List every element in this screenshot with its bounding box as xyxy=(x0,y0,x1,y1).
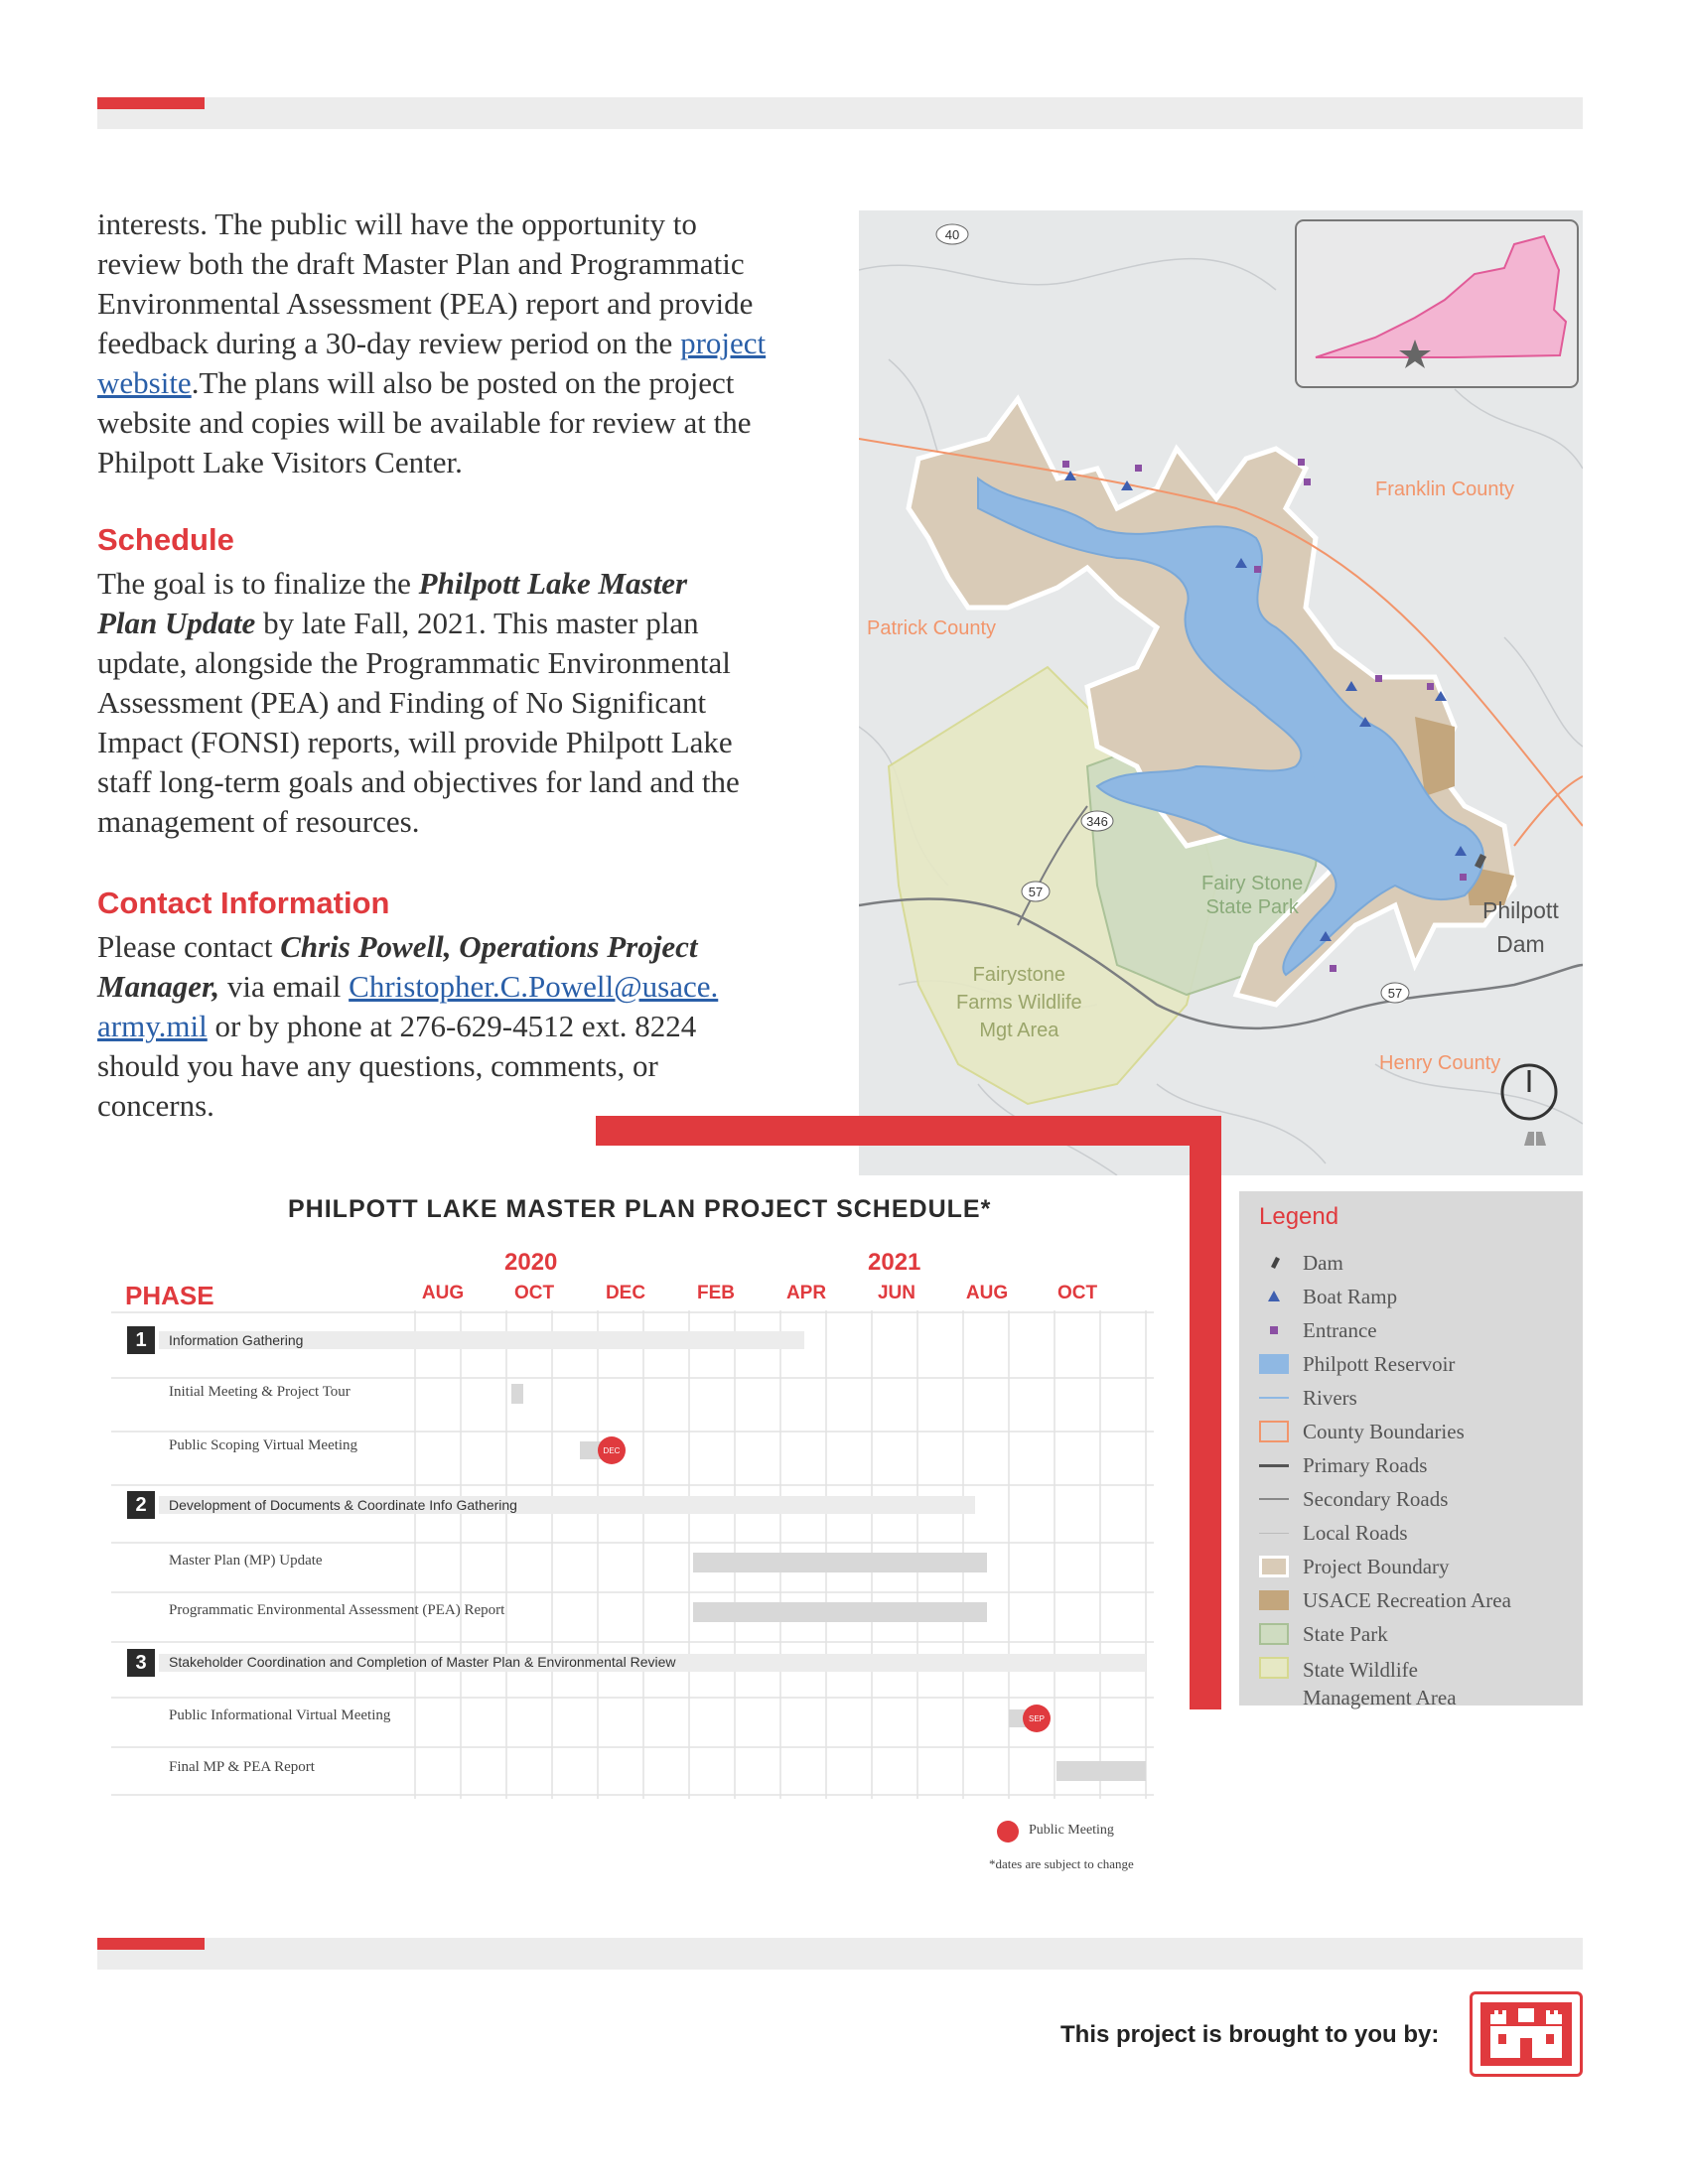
intro-line: Philpott Lake Visitors Center. xyxy=(97,445,463,479)
legend-label: State Park xyxy=(1303,1622,1388,1646)
intro-text: .The plans will also be posted on the project xyxy=(191,365,735,400)
secondary-road-swatch xyxy=(1259,1487,1289,1511)
intro-line: interests. The public will have the opportunity to xyxy=(97,206,697,241)
project-boundary-swatch xyxy=(1259,1555,1289,1578)
contact-heading: Contact Information xyxy=(97,886,390,920)
intro-line: Environmental Assessment (PEA) report and provide xyxy=(97,286,754,321)
reservoir-swatch xyxy=(1259,1352,1289,1376)
entrance-marker xyxy=(1460,874,1467,881)
contact-line xyxy=(97,967,832,1007)
dam-label-line: Dam xyxy=(1496,931,1545,957)
plan-name-emphasis-cont: Plan Update xyxy=(97,606,256,640)
fairy-stone-label-line: Fairy Stone xyxy=(1201,873,1304,894)
farms-label-line: Farms Wildlife xyxy=(956,992,1082,1014)
month-label: FEB xyxy=(697,1283,735,1303)
legend-item-boat-ramp xyxy=(1259,1285,1397,1312)
month-label: OCT xyxy=(513,1283,555,1303)
route-40-label: 40 xyxy=(944,227,960,242)
route-346-label: 346 xyxy=(1086,814,1108,829)
intro-text: feedback during a 30-day review period on the xyxy=(97,326,681,360)
contact-name: Chris Powell, Operations Project xyxy=(280,929,698,964)
henry-county-label: Henry County xyxy=(1379,1052,1501,1074)
contact-line xyxy=(97,1007,832,1046)
year-2020-label: 2020 xyxy=(504,1249,558,1276)
route-57-label: 57 xyxy=(1387,986,1403,1001)
task-bar-initial-meeting xyxy=(511,1384,523,1404)
usace-castle-logo xyxy=(1470,1991,1583,2077)
task-label: Master Plan (MP) Update xyxy=(169,1553,323,1569)
dates-note: *dates are subject to change xyxy=(989,1856,1134,1871)
month-label: JUN xyxy=(877,1283,915,1303)
legend-label: Management Area xyxy=(1303,1686,1457,1709)
phase-header: PHASE xyxy=(125,1281,214,1310)
legend-item-entrance xyxy=(1259,1318,1377,1346)
plan-name-emphasis: Philpott Lake Master xyxy=(418,566,688,601)
schedule-paragraph xyxy=(97,564,832,842)
primary-road-swatch xyxy=(1259,1453,1289,1477)
philpott-lake-map xyxy=(859,210,1583,1175)
county-swatch xyxy=(1259,1420,1289,1443)
phase-1-label: Information Gathering xyxy=(169,1332,304,1348)
schedule-line: staff long-term goals and objectives for land and the xyxy=(97,764,740,799)
schedule-text: by late Fall, 2021. This master plan xyxy=(255,606,699,640)
phase-3-number: 3 xyxy=(127,1649,155,1677)
schedule-frame-top xyxy=(596,1116,1221,1146)
public-meeting-legend-dot xyxy=(997,1821,1019,1843)
month-label: AUG xyxy=(965,1283,1009,1303)
legend-item-project-boundary xyxy=(1259,1555,1450,1582)
entrance-marker xyxy=(1135,465,1142,472)
task-bar-final-report xyxy=(1056,1761,1146,1781)
month-label: OCT xyxy=(1056,1283,1098,1303)
legend-label: Secondary Roads xyxy=(1303,1487,1449,1511)
task-label: Programmatic Environmental Assessment (PEA) Report xyxy=(169,1602,505,1618)
contact-title: Manager, xyxy=(97,969,220,1004)
intro-paragraph xyxy=(97,205,832,482)
intro-line xyxy=(97,363,832,403)
schedule-line: Assessment (PEA) and Finding of No Significant xyxy=(97,685,707,720)
local-road-swatch xyxy=(1259,1521,1289,1545)
public-meeting-marker: DEC xyxy=(598,1436,626,1464)
schedule-line: Impact (FONSI) reports, will provide Philpott Lake xyxy=(97,725,733,759)
entrance-icon xyxy=(1259,1318,1289,1342)
philpott-dam-label xyxy=(1482,893,1559,961)
legend-label: Local Roads xyxy=(1303,1521,1408,1545)
farms-label-line: Mgt Area xyxy=(979,1020,1059,1041)
month-label: DEC xyxy=(605,1283,646,1303)
top-divider-accent xyxy=(97,97,205,109)
entrance-marker xyxy=(1304,478,1311,485)
contact-line: should you have any questions, comments, or xyxy=(97,1048,658,1083)
franklin-county-label: Franklin County xyxy=(1375,478,1515,500)
legend-item-rivers xyxy=(1259,1386,1357,1414)
legend-label: Dam xyxy=(1303,1251,1343,1275)
public-meeting-marker: SEP xyxy=(1023,1705,1051,1732)
legend-item-county xyxy=(1259,1420,1465,1447)
boat-ramp-icon xyxy=(1259,1285,1289,1308)
legend-label: County Boundaries xyxy=(1303,1420,1465,1443)
phase-2-label: Development of Documents & Coordinate Info Gathering xyxy=(169,1497,517,1513)
patrick-county-label: Patrick County xyxy=(867,617,997,639)
project-website-link[interactable]: project xyxy=(680,326,767,360)
legend-item-state-park xyxy=(1259,1622,1388,1650)
bottom-divider-bar xyxy=(97,1938,1583,1970)
task-label: Initial Meeting & Project Tour xyxy=(169,1384,351,1400)
fairy-stone-label xyxy=(1201,872,1303,919)
legend-label: Rivers xyxy=(1303,1386,1357,1410)
contact-text: via email xyxy=(219,969,350,1004)
legend-label: Project Boundary xyxy=(1303,1555,1450,1578)
farms-label-line: Fairystone xyxy=(972,964,1066,986)
legend-item-reservoir xyxy=(1259,1352,1455,1380)
legend-label: Primary Roads xyxy=(1303,1453,1428,1477)
task-label: Public Scoping Virtual Meeting xyxy=(169,1437,358,1453)
legend-item-secondary-roads xyxy=(1259,1487,1448,1515)
project-website-link-cont[interactable]: website xyxy=(97,365,192,400)
contact-email-link[interactable]: Christopher.C.Powell@usace. xyxy=(349,969,719,1004)
top-divider-bar xyxy=(97,97,1583,129)
phase-3-label: Stakeholder Coordination and Completion of Master Plan & Environmental Review xyxy=(169,1654,676,1670)
entrance-marker xyxy=(1298,459,1305,466)
wildlife-swatch xyxy=(1259,1656,1289,1680)
contact-phone: or by phone at 276-629-4512 ext. 8224 xyxy=(207,1009,697,1043)
month-label: AUG xyxy=(421,1283,465,1303)
entrance-marker xyxy=(1427,683,1434,690)
state-park-swatch xyxy=(1259,1622,1289,1646)
scale-icon xyxy=(1524,1132,1546,1146)
month-label: APR xyxy=(785,1283,827,1303)
usace-swatch xyxy=(1259,1588,1289,1612)
phase-1-number: 1 xyxy=(127,1326,155,1354)
fairystone-farms-label xyxy=(956,961,1082,1044)
route-57-label: 57 xyxy=(1028,885,1044,899)
contact-paragraph xyxy=(97,927,832,1126)
schedule-title: PHILPOTT LAKE MASTER PLAN PROJECT SCHEDULE* xyxy=(288,1195,992,1223)
intro-line xyxy=(97,324,832,363)
brought-by-text: This project is brought to you by: xyxy=(1060,2021,1440,2048)
castle-icon xyxy=(1473,1994,1580,2074)
schedule-text: The goal is to finalize the xyxy=(97,566,419,601)
schedule-line xyxy=(97,564,832,604)
schedule-line: management of resources. xyxy=(97,804,420,839)
schedule-frame-side xyxy=(1190,1116,1221,1709)
contact-line: concerns. xyxy=(97,1088,214,1123)
fairy-stone-label-line: State Park xyxy=(1205,896,1299,918)
dam-label-line: Philpott xyxy=(1482,897,1559,923)
legend-label: Philpott Reservoir xyxy=(1303,1352,1456,1376)
entrance-marker xyxy=(1330,965,1336,972)
legend-label: Boat Ramp xyxy=(1303,1285,1398,1308)
legend-item-wildlife xyxy=(1259,1656,1457,1709)
contact-line xyxy=(97,927,832,967)
intro-line: review both the draft Master Plan and Programmatic xyxy=(97,246,745,281)
intro-line: website and copies will be available for review at the xyxy=(97,405,752,440)
contact-text: Please contact xyxy=(97,929,281,964)
legend-label: State Wildlife xyxy=(1303,1658,1418,1682)
public-meeting-legend-label: Public Meeting xyxy=(1029,1823,1114,1838)
phase-2-number: 2 xyxy=(127,1491,155,1519)
legend-item-usace xyxy=(1259,1588,1511,1616)
dam-icon xyxy=(1259,1251,1289,1275)
entrance-marker xyxy=(1375,675,1382,682)
entrance-marker xyxy=(1254,566,1261,573)
river-swatch xyxy=(1259,1386,1289,1410)
entrance-marker xyxy=(1062,461,1069,468)
task-label: Final MP & PEA Report xyxy=(169,1759,315,1775)
legend-label: Entrance xyxy=(1303,1318,1377,1342)
legend-item-primary-roads xyxy=(1259,1453,1427,1481)
task-label: Public Informational Virtual Meeting xyxy=(169,1707,391,1723)
bottom-divider-accent xyxy=(97,1938,205,1950)
task-bar-pea-report xyxy=(693,1602,987,1622)
county-boundary-line xyxy=(1514,776,1583,846)
legend-item-dam xyxy=(1259,1251,1343,1279)
schedule-line: update, alongside the Programmatic Environmental xyxy=(97,645,731,680)
contact-email-link-cont[interactable]: army.mil xyxy=(97,1009,208,1043)
legend-label: USACE Recreation Area xyxy=(1303,1588,1511,1612)
year-2021-label: 2021 xyxy=(868,1249,921,1276)
schedule-heading: Schedule xyxy=(97,522,234,557)
legend-item-local-roads xyxy=(1259,1521,1408,1549)
task-bar-master-plan xyxy=(693,1553,987,1572)
schedule-line xyxy=(97,604,832,643)
map-legend xyxy=(1239,1191,1583,1709)
legend-title: Legend xyxy=(1259,1203,1339,1230)
